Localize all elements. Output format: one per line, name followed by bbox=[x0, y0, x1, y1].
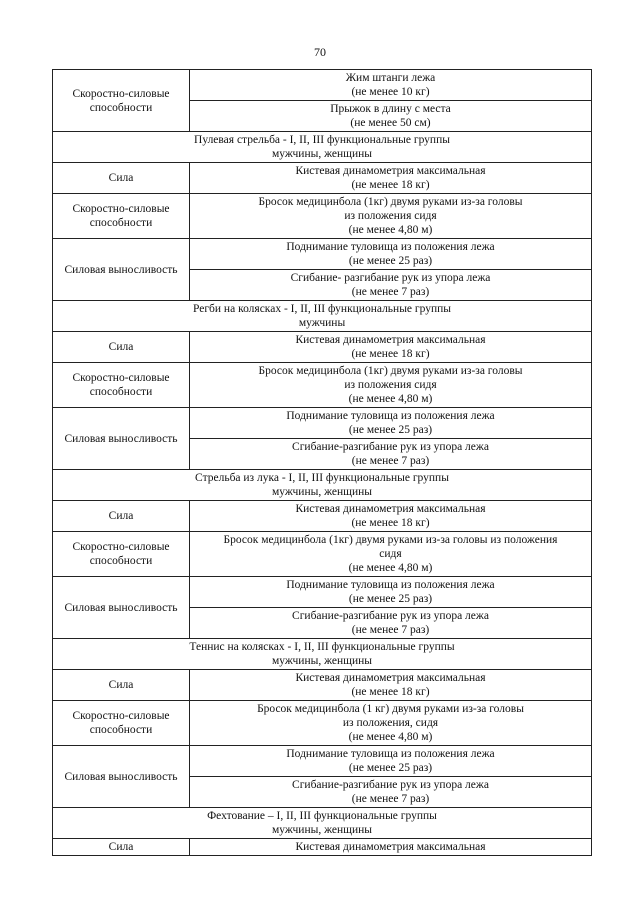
exercise-cell: Бросок медицинбола (1кг) двумя руками из-за головы из положения сидя (не менее 4,80 м) bbox=[190, 532, 592, 577]
quality-cell: Сила bbox=[53, 163, 190, 194]
exercise-cell: Прыжок в длину с места (не менее 50 см) bbox=[190, 101, 592, 132]
sport-header-row bbox=[53, 639, 592, 670]
exercise-cell: Бросок медицинбола (1 кг) двумя руками из-за головы из положения, сидя (не менее 4,80 м) bbox=[190, 701, 592, 746]
table-row bbox=[53, 239, 592, 270]
exercise-cell: Кистевая динамометрия максимальная (не менее 18 кг) bbox=[190, 501, 592, 532]
exercise-cell: Сгибание- разгибание рук из упора лежа (не менее 7 раз) bbox=[190, 270, 592, 301]
exercise-cell: Поднимание туловища из положения лежа (не менее 25 раз) bbox=[190, 408, 592, 439]
exercise-cell: Бросок медицинбола (1кг) двумя руками из-за головы из положения сидя (не менее 4,80 м) bbox=[190, 363, 592, 408]
requirements-table-body bbox=[53, 70, 592, 856]
table-row bbox=[53, 163, 592, 194]
sport-header-row bbox=[53, 470, 592, 501]
sport-header: Регби на колясках - I, II, III функциональные группы мужчины bbox=[53, 301, 592, 332]
exercise-cell: Поднимание туловища из положения лежа (не менее 25 раз) bbox=[190, 577, 592, 608]
requirements-table bbox=[52, 69, 592, 856]
exercise-cell: Кистевая динамометрия максимальная (не менее 18 кг) bbox=[190, 163, 592, 194]
quality-cell: Силовая выносливость bbox=[53, 577, 190, 639]
quality-cell: Силовая выносливость bbox=[53, 239, 190, 301]
quality-cell: Силовая выносливость bbox=[53, 408, 190, 470]
exercise-cell: Кистевая динамометрия максимальная (не менее 18 кг) bbox=[190, 670, 592, 701]
quality-cell: Силовая выносливость bbox=[53, 746, 190, 808]
exercise-cell: Поднимание туловища из положения лежа (не менее 25 раз) bbox=[190, 746, 592, 777]
sport-header-row bbox=[53, 132, 592, 163]
table-row bbox=[53, 701, 592, 746]
quality-cell: Сила bbox=[53, 670, 190, 701]
table-row bbox=[53, 577, 592, 608]
quality-cell: Сила bbox=[53, 332, 190, 363]
quality-cell: Скоростно-силовые способности bbox=[53, 532, 190, 577]
sport-header: Фехтование – I, II, III функциональные группы мужчины, женщины bbox=[53, 808, 592, 839]
exercise-cell: Поднимание туловища из положения лежа (не менее 25 раз) bbox=[190, 239, 592, 270]
sport-header-row bbox=[53, 808, 592, 839]
table-row bbox=[53, 746, 592, 777]
table-row bbox=[53, 332, 592, 363]
quality-cell: Скоростно-силовые способности bbox=[53, 70, 190, 132]
exercise-cell: Сгибание-разгибание рук из упора лежа (не менее 7 раз) bbox=[190, 608, 592, 639]
table-row bbox=[53, 501, 592, 532]
exercise-cell: Кистевая динамометрия максимальная (не менее 18 кг) bbox=[190, 332, 592, 363]
table-row bbox=[53, 670, 592, 701]
quality-cell: Сила bbox=[53, 839, 190, 856]
table-row bbox=[53, 363, 592, 408]
exercise-cell: Сгибание-разгибание рук из упора лежа (не менее 7 раз) bbox=[190, 439, 592, 470]
exercise-cell: Жим штанги лежа (не менее 10 кг) bbox=[190, 70, 592, 101]
exercise-cell: Сгибание-разгибание рук из упора лежа (не менее 7 раз) bbox=[190, 777, 592, 808]
page-number: 70 bbox=[314, 45, 326, 59]
table-row bbox=[53, 408, 592, 439]
quality-cell: Скоростно-силовые способности bbox=[53, 194, 190, 239]
sport-header-row bbox=[53, 301, 592, 332]
table-row bbox=[53, 70, 592, 101]
sport-header: Пулевая стрельба - I, II, III функциональные группы мужчины, женщины bbox=[53, 132, 592, 163]
sport-header: Стрельба из лука - I, II, III функциональные группы мужчины, женщины bbox=[53, 470, 592, 501]
table-row bbox=[53, 532, 592, 577]
quality-cell: Скоростно-силовые способности bbox=[53, 701, 190, 746]
quality-cell: Сила bbox=[53, 501, 190, 532]
table-row bbox=[53, 194, 592, 239]
table-row bbox=[53, 839, 592, 856]
sport-header: Теннис на колясках - I, II, III функциональные группы мужчины, женщины bbox=[53, 639, 592, 670]
exercise-cell: Кистевая динамометрия максимальная bbox=[190, 839, 592, 856]
exercise-cell: Бросок медицинбола (1кг) двумя руками из-за головы из положения сидя (не менее 4,80 м) bbox=[190, 194, 592, 239]
quality-cell: Скоростно-силовые способности bbox=[53, 363, 190, 408]
